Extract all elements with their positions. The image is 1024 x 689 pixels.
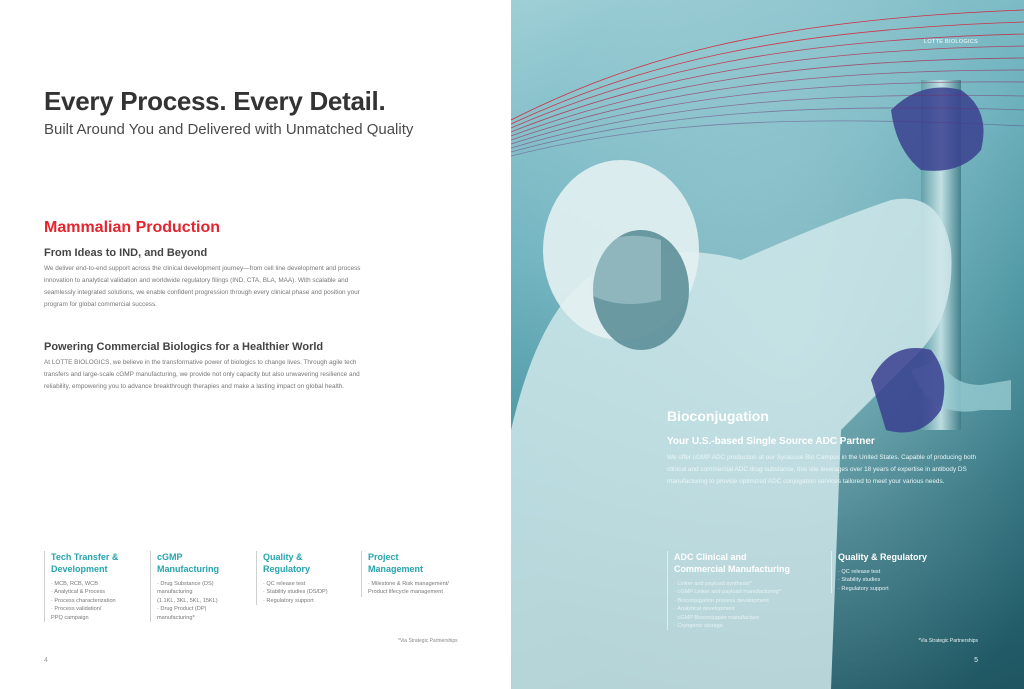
column-list <box>838 568 958 593</box>
column-list <box>157 580 249 622</box>
page-number: 5 <box>974 657 978 664</box>
bioconjugation-text: We offer cGMP ADC production at our Syracuse Bio Campus in the United States. Capable of producing both clinical and commercial ADC drug substance, this site leverages over 18 years of expertise in antibody DS manufacturing to provide optimized ADC conjugation services tailored to meet your various needs. <box>667 454 977 485</box>
column-quality <box>256 551 355 605</box>
list-item: · Regulatory support <box>838 585 889 592</box>
column-title-line: Commercial Manufacturing <box>674 564 791 574</box>
left-page <box>0 0 511 689</box>
column-tech-transfer <box>44 551 143 622</box>
block1-text: We deliver end-to-end support across the clinical development journey—from cell line development and process innovation to analytical validation and worldwide regulatory filings (IND, CTA, BLA, MAA). With scalable and seamlessly integrated solutions, we enable confident progression through every clinical phase and position your program for global commercial success. <box>44 265 361 308</box>
block1-heading: From Ideas to IND, and Beyond <box>44 247 208 259</box>
column-cgmp <box>150 551 249 622</box>
page-headline: Every Process. Every Detail. <box>44 86 386 116</box>
bioconjugation-subheading: Your U.S.-based Single Source ADC Partner <box>667 436 875 447</box>
column-quality-regulatory <box>831 551 958 593</box>
column-list <box>263 580 355 605</box>
column-list <box>674 580 824 630</box>
right-page <box>511 0 1024 689</box>
column-title-line: ADC Clinical and <box>674 552 747 562</box>
list-item: · Drug Product (DP) <box>157 606 207 613</box>
list-item: manufacturing* <box>157 614 195 621</box>
list-item: · Bioconjugation process development <box>674 597 769 604</box>
column-list <box>368 580 478 597</box>
list-item: · Drug Substance (DS) <box>157 581 214 587</box>
brand-label: LOTTE BIOLOGICS <box>923 39 978 45</box>
column-title <box>368 551 478 575</box>
column-title-line: Project <box>368 552 399 562</box>
list-item: · Analytical development <box>674 606 735 613</box>
page-subheadline: Built Around You and Delivered with Unmatched Quality <box>44 121 414 138</box>
column-title-line: Development <box>51 564 108 574</box>
column-title-line: Regulatory <box>263 564 311 574</box>
section-title-mammalian: Mammalian Production <box>44 219 221 236</box>
list-item: · cGMP Bioconjugate manufacture <box>674 614 760 621</box>
list-item: · QC release test <box>263 581 306 587</box>
list-item: · cGMP Linker and payload manufacturing* <box>674 589 781 596</box>
section-title-bioconjugation: Bioconjugation <box>667 408 769 424</box>
page-number: 4 <box>44 657 48 664</box>
list-item: PPQ campaign <box>51 614 89 621</box>
list-item: manufacturing <box>157 589 193 596</box>
column-adc-manufacturing <box>667 551 824 630</box>
list-item: · Milestone & Risk management/ <box>368 581 449 587</box>
list-item: · Analytical & Process <box>51 589 106 596</box>
column-title-line: Manufacturing <box>157 564 219 574</box>
list-item: · Regulatory support <box>263 597 314 604</box>
column-title <box>838 551 958 563</box>
list-item: · Linker and payload synthesis* <box>674 581 752 587</box>
column-title-line: cGMP <box>157 552 183 562</box>
column-title-line: Tech Transfer & <box>51 552 119 562</box>
block2-heading: Powering Commercial Biologics for a Healthier World <box>44 341 324 353</box>
list-item: · QC release test <box>838 569 881 575</box>
column-project <box>361 551 478 597</box>
block2-text: At LOTTE BIOLOGICS, we believe in the transformative power of biologics to change lives. Through agile tech transfers and large-scale cGMP manufacturing, we provide not only capacity but also unwavering resilience and reliability, empowering you to advance breakthrough therapies and make a lasting impact on global health. <box>44 359 360 390</box>
list-item: · Stability studies <box>838 577 881 584</box>
column-title <box>263 551 355 575</box>
list-item: · Cryogenic storage <box>674 623 723 630</box>
list-item: · Process characterization <box>51 597 116 604</box>
column-title-line: Quality & <box>263 552 303 562</box>
footnote: *Via Strategic Partnerships <box>918 638 978 644</box>
column-title-line: Quality & Regulatory <box>838 552 928 562</box>
footnote: *Via Strategic Partnerships <box>398 638 458 644</box>
column-title <box>674 551 824 575</box>
list-item: · Stability studies (DS/DP) <box>263 589 328 596</box>
list-item: · Process validation/ <box>51 606 102 613</box>
column-list <box>51 580 143 622</box>
list-item: (1.1KL, 3KL, 5KL, 15KL) <box>157 597 218 604</box>
list-item: · MCB, RCB, WCB <box>51 581 98 587</box>
column-title-line: Management <box>368 564 424 574</box>
list-item: Product lifecycle management <box>368 589 443 596</box>
wave-lines-graphic <box>511 0 1024 160</box>
column-title <box>51 551 143 575</box>
column-title <box>157 551 249 575</box>
